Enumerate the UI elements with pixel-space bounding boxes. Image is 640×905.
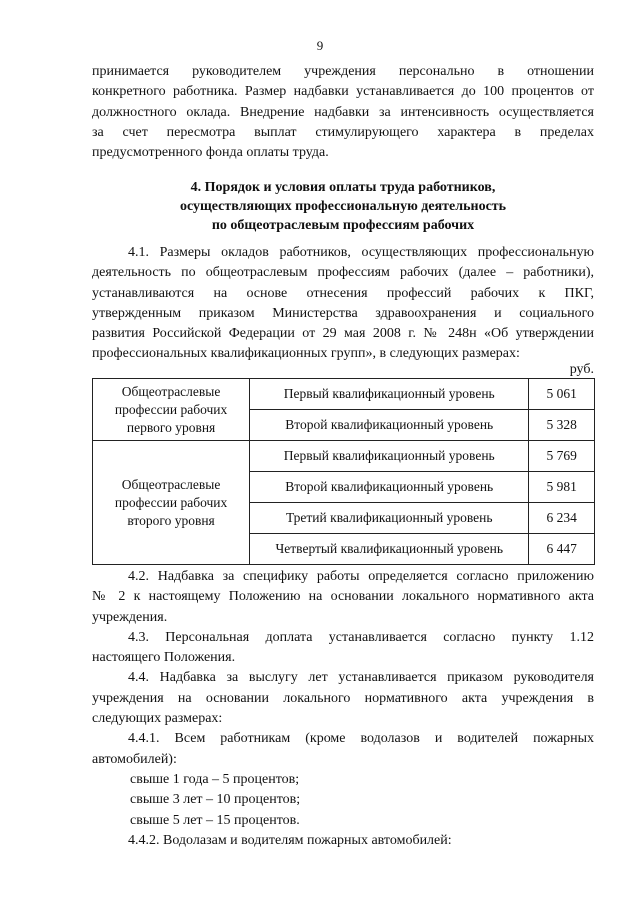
- text-line: конкретного работника. Размер надбавки устанавливается до 100 процентов от: [92, 84, 594, 100]
- table-row: [93, 379, 595, 410]
- currency-unit: руб.: [569, 362, 594, 377]
- text-line: 4.4.2. Водолазам и водителям пожарных автомобилей:: [128, 832, 452, 848]
- salary-table: [92, 378, 595, 565]
- text-line: учреждения.: [92, 609, 168, 625]
- page-number: 9: [316, 38, 324, 53]
- level-cell: Первый квалификационный уровень: [250, 379, 529, 410]
- table-row: [93, 441, 595, 472]
- text-line: свыше 3 лет – 10 процентов;: [130, 792, 301, 808]
- level-cell: Второй квалификационный уровень: [250, 472, 529, 503]
- level-cell: Третий квалификационный уровень: [250, 503, 529, 534]
- text-line: развития Российской Федерации от 29 мая 2008 г. № 248н «Об утверждении: [92, 326, 594, 342]
- paragraph-4-1: [92, 243, 594, 365]
- text-line: профессиональных квалификационных групп», в следующих размерах:: [92, 346, 520, 362]
- text-line: № 2 к настоящему Положению на основании локального нормативного акта: [92, 589, 594, 605]
- level-cell: Второй квалификационный уровень: [250, 410, 529, 441]
- salary-value-cell: 5 328: [529, 410, 595, 441]
- text-line: свыше 1 года – 5 процентов;: [130, 771, 300, 787]
- text-line: следующих размерах:: [92, 711, 223, 727]
- text-line: настоящего Положения.: [92, 650, 236, 666]
- text-line: 4.3. Персональная доплата устанавливается согласно пункту 1.12: [128, 629, 594, 645]
- salary-value-cell: 6 447: [529, 534, 595, 565]
- group-cell: Общеотраслевые профессии рабочих первого уровня: [93, 379, 250, 441]
- heading-line: 4. Порядок и условия оплаты труда работников,: [190, 180, 496, 195]
- salary-value-cell: 5 981: [529, 472, 595, 503]
- intro-paragraph: [92, 62, 594, 163]
- level-cell: Четвертый квалификационный уровень: [250, 534, 529, 565]
- salary-value-cell: 5 769: [529, 441, 595, 472]
- heading-line: по общеотраслевым профессиям рабочих: [211, 218, 475, 233]
- level-cell: Первый квалификационный уровень: [250, 441, 529, 472]
- text-line: 4.4. Надбавка за выслугу лет устанавливается приказом руководителя: [128, 670, 594, 686]
- text-line: утвержденным приказом Министерства здравоохранения и социального: [92, 305, 594, 321]
- salary-value-cell: 6 234: [529, 503, 595, 534]
- text-line: устанавливаются на основе отнесения профессий рабочих к ПКГ,: [92, 285, 594, 301]
- heading-line: осуществляющих профессиональную деятельность: [179, 199, 507, 214]
- text-line: предусмотренного фонда оплаты труда.: [92, 145, 329, 161]
- text-line: деятельность по общеотраслевым профессиям рабочих (далее – работники),: [92, 265, 594, 281]
- salary-value-cell: 5 061: [529, 379, 595, 410]
- paragraphs-after-table: [92, 567, 594, 851]
- text-line: свыше 5 лет – 15 процентов.: [130, 812, 300, 828]
- text-line: 4.1. Размеры окладов работников, осуществляющих профессиональную: [128, 245, 594, 260]
- text-line: за счет пересмотра выплат стимулирующего характера в пределах: [92, 124, 594, 140]
- text-line: 4.2. Надбавка за специфику работы определяется согласно приложению: [128, 569, 594, 584]
- text-line: 4.4.1. Всем работникам (кроме водолазов и водителей пожарных: [128, 731, 594, 747]
- text-line: автомобилей):: [92, 751, 177, 767]
- text-line: должностного оклада. Внедрение надбавки за интенсивность осуществляется: [92, 104, 594, 120]
- group-cell: Общеотраслевые профессии рабочих второго уровня: [93, 441, 250, 565]
- text-line: принимается руководителем учреждения персонально в отношении: [92, 64, 594, 79]
- section-heading: [92, 178, 594, 235]
- text-line: учреждения на основании локального нормативного акта учреждения в: [92, 690, 594, 706]
